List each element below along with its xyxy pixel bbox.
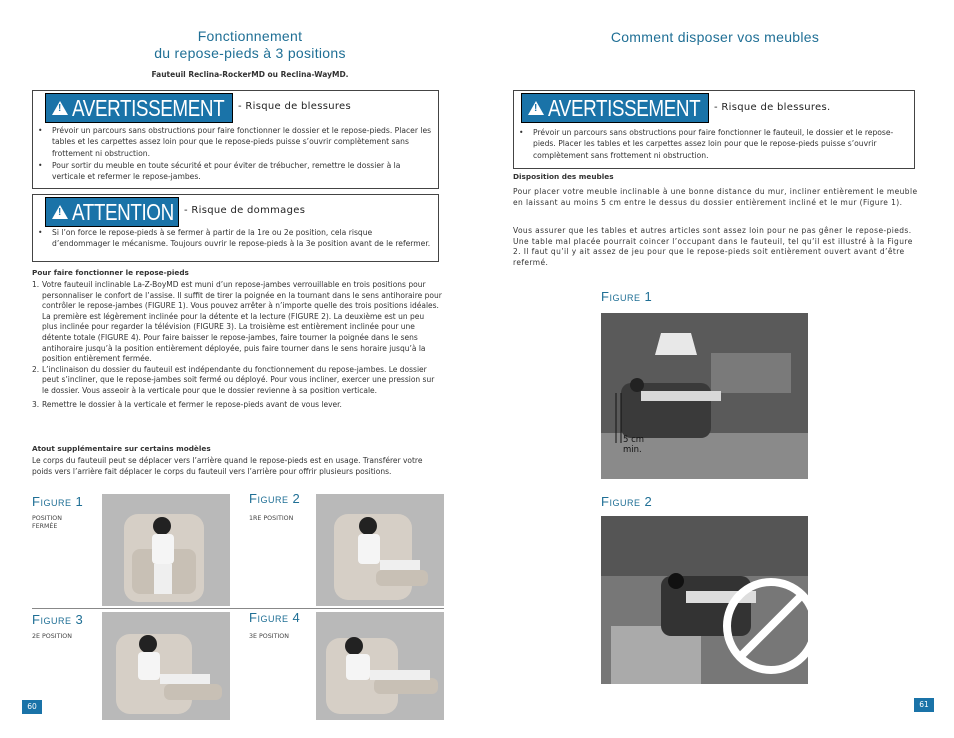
figure-4-label: Figure 4 bbox=[249, 610, 301, 625]
list-item: • Pour sortir du meuble en toute sécurité et pour éviter de trébucher, remettre le dossier à la verticale et refermer le repose-jambes. bbox=[32, 160, 432, 183]
figure-4-photo bbox=[316, 612, 444, 720]
attention-risk: - Risque de dommages bbox=[184, 205, 306, 216]
figure-3-photo bbox=[102, 612, 230, 720]
right-title: Comment disposer vos meubles bbox=[610, 29, 820, 45]
page-number-right: 61 bbox=[914, 698, 934, 712]
blocked-footrest-illustration bbox=[601, 516, 808, 684]
list-item: • Prévoir un parcours sans obstructions pour faire fonctionner le dossier et le repose-pieds. Placer les tables et les carpettes assez loin pour que le repose-pieds puisse s’ouvrir complètement sans frottement ni obstruction. bbox=[32, 125, 432, 159]
figure-2-photo bbox=[316, 494, 444, 606]
layout-para-2: Vous assurer que les tables et autres articles sont assez loin pour ne pas gêner le repose-pieds. Une table mal placée pourrait coincer l’occupant dans le fauteuil, tel qu’il est illustré à la Figure 2. Il faut qu’il y ait assez de jeu pour que le repose-pieds soit entièrement ouvert avant d’être refermé. bbox=[513, 226, 913, 267]
figure-3-label: Figure 3 bbox=[32, 612, 84, 627]
warning-banner-right bbox=[521, 93, 709, 123]
step-item bbox=[32, 400, 442, 411]
step-number: 2. bbox=[32, 364, 40, 374]
warning-banner-label: AVERTISSEMENT bbox=[72, 94, 225, 121]
step-text: L’inclinaison du dossier du fauteuil est indépendante du fonctionnement du repose-jambes. Le dossier peut s’incliner, que le repose-jambes soit fermé ou déployé. Pour vous incliner, exercer une pression sur le dossier. Vous asseoir à la verticale pour que le dossier revienne à sa position verticale. bbox=[42, 364, 435, 395]
operate-heading: Pour faire fonctionner le repose-pieds bbox=[32, 268, 189, 277]
recliner-position1-illustration bbox=[316, 494, 444, 606]
left-subtitle: Fauteuil Reclina-RockerMD ou Reclina-WayMD. bbox=[151, 70, 349, 79]
figure-1-caption bbox=[32, 515, 62, 531]
recliner-closed-illustration bbox=[102, 494, 230, 606]
warning-banner-label: AVERTISSEMENT bbox=[548, 94, 701, 121]
warning-risk-right: - Risque de blessures. bbox=[714, 102, 831, 113]
steps-list bbox=[32, 280, 442, 410]
figure-divider bbox=[32, 608, 444, 609]
layout-para-1: Pour placer votre meuble inclinable à une bonne distance du mur, incliner entièrement le meuble en laissant au moins 5 cm entre le dessus du dossier entièrement incliné et le mur (Figure 1). bbox=[513, 187, 918, 207]
left-title-line1: Fonctionnement bbox=[197, 28, 303, 44]
figure-caption-line: POSITION bbox=[32, 515, 62, 522]
extra-heading: Atout supplémentaire sur certains modèles bbox=[32, 444, 211, 453]
figure-1-photo bbox=[102, 494, 230, 606]
figure-2-caption: 1RE POSITION bbox=[249, 515, 294, 522]
step-number: 3. bbox=[32, 399, 40, 409]
figure-4-caption: 3E POSITION bbox=[249, 633, 289, 640]
warning-icon: ! bbox=[52, 101, 68, 115]
figure-1-label: Figure 1 bbox=[32, 494, 84, 509]
figure-2-label: Figure 2 bbox=[249, 491, 301, 506]
step-item bbox=[32, 365, 442, 397]
figure-caption-line: FERMÉE bbox=[32, 523, 58, 530]
warning-risk: - Risque de blessures bbox=[238, 101, 352, 112]
step-text: Votre fauteuil inclinable La-Z-BoyMD est muni d’un repose-jambes verrouillable en trois positions pour personnaliser le confort de l’assise. Il suffit de tirer la poignée en la tournant dans le sens antihoraire pour contrôler le repose-jambes (FIGURE 1). Vous pouvez arrêter à n’importe quelle des trois positions idéales. La première est légèrement inclinée pour la détente et la lecture (FIGURE 2). La deuxième est un peu plus inclinée pour regarder la télévision (FIGURE 3). La troisième est entièrement inclinée pour une détente totale (FIGURE 4). Pour faire baisser le repose-jambes, faire tourner la poignée dans le sens antihoraire jusqu’à la position entièrement déployée, puis faire tourner dans le sens horaire jusqu’à la position entièrement fermée. bbox=[42, 280, 442, 364]
step-text: Remettre le dossier à la verticale et fermer le repose-pieds avant de vous lever. bbox=[42, 399, 342, 409]
list-item: • Prévoir un parcours sans obstructions pour faire fonctionner le fauteuil, le dossier et le repose-pieds. Placer les tables et les carpettes assez loin pour que le repose-pieds puisse s’ouvrir complètement sans frottement ni obstruction. bbox=[513, 127, 908, 161]
page-number-left: 60 bbox=[22, 700, 42, 714]
attention-banner bbox=[45, 197, 179, 227]
attention-banner-label: ATTENTION bbox=[72, 198, 174, 225]
right-figure-2-photo bbox=[601, 516, 808, 684]
list-item: • Si l’on force le repose-pieds à se fermer à partir de la 1re ou 2e position, cela risque d’endommager le mécanisme. Toujours ouvrir le repose-pieds à la 3e position avant de le refermer. bbox=[32, 227, 432, 250]
warning-icon: ! bbox=[528, 101, 544, 115]
right-figure-1-label: Figure 1 bbox=[601, 289, 653, 304]
layout-heading: Disposition des meubles bbox=[513, 172, 614, 181]
left-title-line2: du repose-pieds à 3 positions bbox=[154, 45, 346, 61]
distance-annotation: 5 cm min. bbox=[623, 435, 645, 455]
warning-icon: ! bbox=[52, 205, 68, 219]
recliner-position3-illustration bbox=[316, 612, 444, 720]
recliner-position2-illustration bbox=[102, 612, 230, 720]
warning-list bbox=[32, 125, 432, 183]
attention-list bbox=[32, 227, 432, 251]
step-item bbox=[32, 280, 442, 365]
left-title bbox=[120, 28, 380, 62]
figure-3-caption: 2E POSITION bbox=[32, 633, 72, 640]
right-figure-2-label: Figure 2 bbox=[601, 494, 653, 509]
warning-list-right bbox=[513, 127, 908, 162]
warning-banner bbox=[45, 93, 233, 123]
extra-text: Le corps du fauteuil peut se déplacer vers l’arrière quand le repose-pieds est en usage. Transférer votre poids vers l’arrière fait déplacer le corps du fauteuil vers l’arrière pour offrir plusieurs positions. bbox=[32, 456, 423, 476]
step-number: 1. bbox=[32, 280, 40, 289]
